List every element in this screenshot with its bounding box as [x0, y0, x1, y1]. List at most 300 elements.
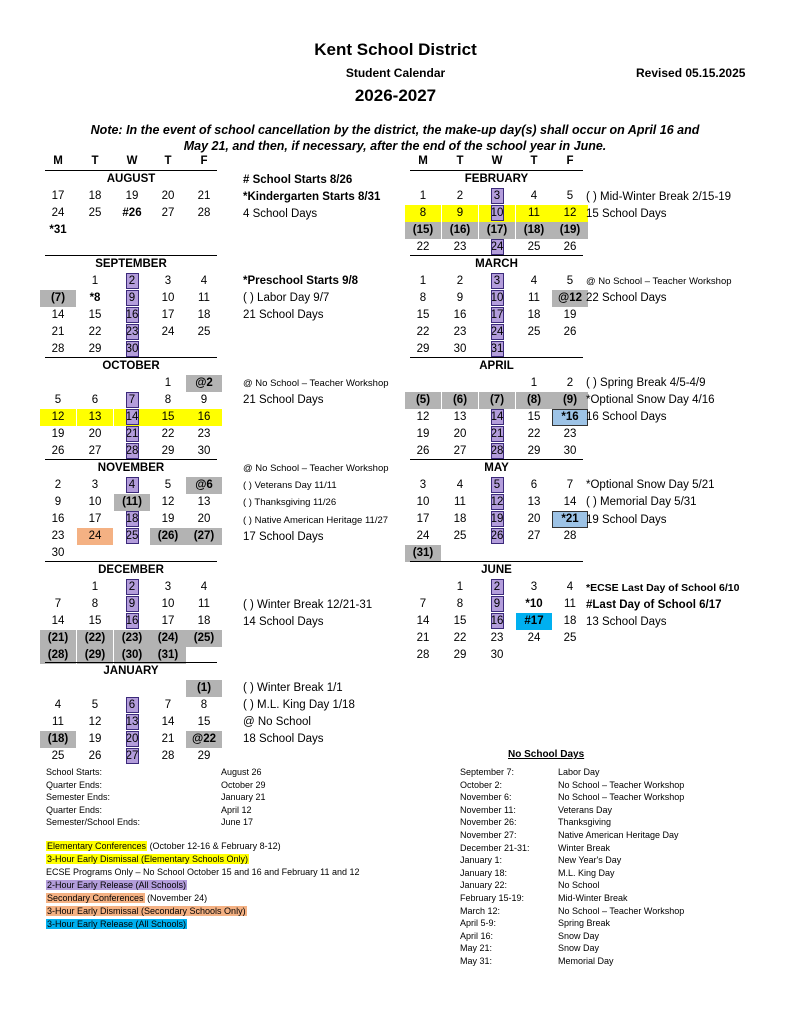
- legend-elem-conferences: Elementary Conferences (October 12-16 & February 8-12): [47, 841, 281, 851]
- calendar-day: (18): [516, 222, 552, 239]
- calendar-day: 14: [161, 716, 175, 728]
- calendar-day: [114, 477, 150, 494]
- no-school-date: May 21:: [460, 943, 493, 954]
- calendar-day: [479, 205, 515, 222]
- no-school-desc: Winter Break: [558, 842, 611, 853]
- no-school-desc: M.L. King Day: [558, 867, 615, 878]
- no-school-date: April 5-9:: [460, 918, 497, 929]
- calendar-day: 28: [51, 343, 65, 355]
- legend-elem-early-dismissal: 3-Hour Early Dismissal (Elementary Schools Only): [47, 854, 249, 864]
- calendar-day: 9: [456, 292, 464, 304]
- early-release-marker: 24: [490, 241, 504, 253]
- no-school-date: March 12:: [460, 905, 501, 916]
- calendar-day: 17: [88, 513, 102, 525]
- calendar-day: 4: [530, 275, 538, 287]
- calendar-day: (23): [114, 630, 150, 647]
- calendar-day: (25): [186, 630, 222, 647]
- calendar-day: 4: [54, 699, 62, 711]
- calendar-day: 11: [454, 496, 466, 508]
- calendar-day: 1: [164, 377, 172, 389]
- note-jan-2: ( ) M.L. King Day 1/18: [243, 699, 355, 711]
- calendar-day: 19: [51, 428, 65, 440]
- calendar-day: 17: [416, 513, 430, 525]
- no-school-desc: Snow Day: [558, 943, 600, 954]
- early-release-marker: 12: [490, 496, 504, 508]
- calendar-day: 18: [88, 190, 102, 202]
- calendar-day: 1: [456, 581, 464, 593]
- calendar-day: [479, 426, 515, 443]
- calendar-day: 2: [456, 190, 464, 202]
- calendar-day: 22: [161, 428, 175, 440]
- calendar-day: 26: [88, 750, 102, 762]
- calendar-subtitle: Student Calendar: [345, 66, 446, 80]
- calendar-day: [479, 596, 515, 613]
- calendar-day: 25: [453, 530, 467, 542]
- calendar-day: (16): [442, 222, 478, 239]
- calendar-day: 15: [88, 615, 102, 627]
- calendar-day: 12: [552, 205, 588, 222]
- early-release-marker: 24: [490, 326, 504, 338]
- note-sep-3: 21 School Days: [243, 309, 324, 321]
- calendar-day: [114, 307, 150, 324]
- calendar-day: 14: [51, 309, 65, 321]
- calendar-day: 8: [164, 394, 172, 406]
- calendar-day: 19: [161, 513, 175, 525]
- note-mar-2: 22 School Days: [586, 292, 667, 304]
- calendar-day: 2: [54, 479, 62, 491]
- district-title: Kent School District: [314, 40, 477, 59]
- calendar-day: 19: [88, 733, 102, 745]
- early-release-marker: 20: [125, 733, 139, 745]
- calendar-day: [114, 731, 150, 748]
- calendar-day: 27: [527, 530, 541, 542]
- no-school-date: January 22:: [460, 880, 508, 891]
- calendar-day: 29: [88, 343, 102, 355]
- calendar-day: 15: [453, 615, 467, 627]
- early-release-marker: 10: [490, 292, 504, 304]
- calendar-day: 3: [164, 275, 172, 287]
- calendar-day: 7: [566, 479, 574, 491]
- no-school-date: November 11:: [460, 804, 516, 815]
- calendar-day: (7): [479, 392, 515, 409]
- calendar-day: 21: [197, 190, 211, 202]
- calendar-day: [114, 613, 150, 630]
- calendar-day: #17: [516, 613, 552, 630]
- calendar-day: 21: [161, 733, 175, 745]
- calendar-day: (29): [77, 647, 113, 664]
- calendar-day: [114, 409, 150, 426]
- key-date-value: October 29: [221, 779, 266, 790]
- calendar-day: (6): [442, 392, 478, 409]
- no-school-date: February 15-19:: [460, 893, 525, 903]
- legend-sec-early-dismissal: 3-Hour Early Dismissal (Secondary Schools Only): [47, 906, 246, 916]
- calendar-day: [479, 188, 515, 205]
- no-school-desc: Mid-Winter Break: [558, 893, 628, 903]
- calendar-day: [479, 307, 515, 324]
- key-date-label: Quarter Ends:: [46, 779, 103, 790]
- early-release-marker: 9: [126, 290, 139, 306]
- calendar-day: 24: [77, 528, 113, 545]
- calendar-day: @12: [552, 290, 588, 307]
- weekday-label: W: [491, 155, 503, 167]
- calendar-day: 21: [51, 326, 65, 338]
- no-school-desc: Native American Heritage Day: [558, 830, 679, 840]
- no-school-date: April 16:: [460, 930, 494, 941]
- calendar-day: 4: [200, 581, 208, 593]
- calendar-day: [114, 443, 150, 460]
- weekday-label: F: [566, 155, 574, 167]
- calendar-day: 26: [416, 445, 430, 457]
- calendar-day: 20: [88, 428, 102, 440]
- calendar-day: 23: [490, 632, 504, 644]
- calendar-day: 24: [527, 632, 541, 644]
- calendar-day: 10: [416, 496, 430, 508]
- calendar-day: [479, 341, 515, 358]
- calendar-day: [114, 290, 150, 307]
- calendar-day: 1: [91, 581, 99, 593]
- calendar-day: 12: [40, 409, 76, 426]
- calendar-day: (27): [186, 528, 222, 545]
- calendar-day: [114, 596, 150, 613]
- calendar-day: [479, 324, 515, 341]
- calendar-day: 28: [197, 207, 211, 219]
- makeup-note: Note: In the event of school cancellation by the district, the make-up day(s) shall occur on April 16 and May 21, and then, if necessary, after the end of the school year in June.: [90, 123, 700, 153]
- note-apr-2: *Optional Snow Day 4/16: [586, 394, 715, 406]
- calendar-day: 11: [198, 292, 210, 304]
- calendar-day: 7: [419, 598, 427, 610]
- early-release-marker: 5: [491, 477, 504, 493]
- note-jun-1: *ECSE Last Day of School 6/10: [586, 582, 740, 594]
- calendar-day: 25: [51, 750, 65, 762]
- calendar-day: [479, 409, 515, 426]
- calendar-day: @6: [186, 477, 222, 494]
- early-release-marker: 14: [490, 411, 504, 423]
- calendar-day: 7: [164, 699, 172, 711]
- calendar-day: [479, 273, 515, 290]
- calendar-day: [479, 239, 515, 256]
- calendar-day: *31: [49, 224, 67, 236]
- calendar-day: 17: [161, 615, 175, 627]
- month-name-may: MAY: [484, 462, 509, 474]
- calendar-day: 29: [453, 649, 467, 661]
- calendar-day: (22): [77, 630, 113, 647]
- early-release-marker: 28: [125, 445, 139, 457]
- calendar-day: [114, 324, 150, 341]
- weekday-label: T: [91, 155, 99, 167]
- no-school-desc: New Year's Day: [558, 855, 622, 866]
- early-release-marker: 17: [490, 309, 504, 321]
- key-date-label: Semester/School Ends:: [46, 817, 141, 828]
- calendar-day: 12: [416, 411, 430, 423]
- weekday-label: F: [200, 155, 208, 167]
- calendar-day: 6: [91, 394, 99, 406]
- calendar-day: 8: [200, 699, 208, 711]
- month-name-sep: SEPTEMBER: [95, 258, 167, 270]
- calendar-day: 3: [164, 581, 172, 593]
- calendar-day: 17: [161, 309, 175, 321]
- calendar-day: 20: [197, 513, 211, 525]
- no-school-desc: Memorial Day: [558, 956, 614, 966]
- early-release-marker: 9: [491, 596, 504, 612]
- no-school-desc: No School – Teacher Workshop: [558, 779, 685, 790]
- calendar-day: 28: [416, 649, 430, 661]
- calendar-day: 20: [527, 513, 541, 525]
- calendar-day: 2: [456, 275, 464, 287]
- calendar-day: 15: [150, 409, 186, 426]
- calendar-day: 29: [416, 343, 430, 355]
- calendar-day: 9: [442, 205, 478, 222]
- no-school-desc: Spring Break: [558, 918, 611, 929]
- calendar-day: [479, 443, 515, 460]
- calendar-day: 25: [527, 241, 541, 253]
- calendar-day: 12: [161, 496, 175, 508]
- calendar-day: [114, 341, 150, 358]
- early-release-marker: 31: [490, 343, 504, 355]
- calendar-day: [479, 290, 515, 307]
- month-name-oct: OCTOBER: [102, 360, 160, 372]
- no-school-date: September 7:: [460, 767, 515, 777]
- calendar-day: 19: [125, 190, 139, 202]
- early-release-marker: 2: [126, 579, 139, 595]
- no-school-date: November 6:: [460, 792, 512, 803]
- calendar-day: 11: [564, 598, 576, 610]
- early-release-marker: 10: [490, 207, 504, 219]
- calendar-day: (11): [114, 494, 150, 511]
- calendar-day: 20: [161, 190, 175, 202]
- weekday-label: T: [530, 155, 538, 167]
- note-dec-1: ( ) Winter Break 12/21-31: [243, 599, 373, 611]
- calendar-day: 26: [563, 326, 577, 338]
- calendar-day: 23: [51, 530, 65, 542]
- early-release-marker: 2: [126, 273, 139, 289]
- calendar-day: 22: [88, 326, 102, 338]
- calendar-day: 2: [566, 377, 574, 389]
- calendar-day: 7: [54, 598, 62, 610]
- calendar-day: 15: [416, 309, 430, 321]
- month-name-jun: JUNE: [481, 564, 512, 576]
- calendar-day: 16: [453, 309, 467, 321]
- early-release-marker: 16: [125, 309, 139, 321]
- calendar-day: [114, 579, 150, 596]
- weekday-label: W: [126, 155, 138, 167]
- calendar-day: 24: [161, 326, 175, 338]
- no-school-desc: Snow Day: [558, 930, 600, 941]
- note-aug-2: *Kindergarten Starts 8/31: [243, 191, 381, 203]
- note-jan-4: 18 School Days: [243, 733, 324, 745]
- early-release-marker: 4: [126, 477, 139, 493]
- calendar-day: (17): [479, 222, 515, 239]
- note-apr-1: ( ) Spring Break 4/5-4/9: [586, 377, 706, 389]
- calendar-day: 30: [51, 547, 65, 559]
- no-school-date: November 26:: [460, 817, 517, 828]
- calendar-day: 19: [416, 428, 430, 440]
- early-release-marker: 30: [125, 343, 139, 355]
- calendar-day: @22: [186, 731, 222, 748]
- month-name-feb: FEBRUARY: [464, 173, 529, 185]
- calendar-day: 27: [453, 445, 467, 457]
- no-school-title: No School Days: [508, 749, 585, 760]
- no-school-desc: Veterans Day: [558, 804, 613, 815]
- revised-date: Revised 05.15.2025: [636, 66, 746, 80]
- calendar-day: 15: [88, 309, 102, 321]
- weekday-label: T: [456, 155, 464, 167]
- legend-sec-conferences: Secondary Conferences (November 24): [47, 893, 208, 903]
- early-release-marker: 6: [126, 697, 139, 713]
- calendar-day: 4: [530, 190, 538, 202]
- note-nov-4: ( ) Native American Heritage 11/27: [243, 515, 389, 526]
- calendar-day: (19): [552, 222, 588, 239]
- note-jan-3: @ No School: [243, 716, 311, 728]
- calendar-day: [114, 748, 150, 765]
- legend-ecse: ECSE Programs Only – No School October 15 and 16 and February 11 and 12: [46, 867, 360, 877]
- calendar-day: 22: [416, 326, 430, 338]
- calendar-day: 1: [530, 377, 538, 389]
- calendar-day: (1): [186, 680, 222, 697]
- calendar-day: 14: [416, 615, 430, 627]
- calendar-day: [479, 511, 515, 528]
- calendar-day: 10: [88, 496, 102, 508]
- note-mar-1: @ No School – Teacher Workshop: [586, 276, 732, 287]
- calendar-day: (18): [40, 731, 76, 748]
- calendar-day: 20: [453, 428, 467, 440]
- early-release-marker: 9: [126, 596, 139, 612]
- calendar-day: 13: [453, 411, 467, 423]
- early-release-marker: 7: [126, 392, 139, 408]
- calendar-day: (30): [114, 647, 150, 664]
- calendar-day: 14: [563, 496, 577, 508]
- calendar-day: 5: [54, 394, 62, 406]
- calendar-day: 25: [88, 207, 102, 219]
- early-release-marker: 3: [491, 188, 504, 204]
- calendar-day: 9: [54, 496, 62, 508]
- calendar-day: #26: [122, 207, 142, 219]
- calendar-day: 18: [527, 309, 541, 321]
- calendar-day: [114, 273, 150, 290]
- calendar-day: *8: [89, 292, 101, 304]
- weekday-label: T: [164, 155, 172, 167]
- calendar-day: 30: [197, 445, 211, 457]
- note-jun-2: #Last Day of School 6/17: [586, 599, 722, 611]
- early-release-marker: 21: [125, 428, 139, 440]
- calendar-day: [114, 714, 150, 731]
- calendar-day: 9: [200, 394, 208, 406]
- no-school-date: December 21-31:: [460, 842, 530, 853]
- calendar-day: 4: [456, 479, 464, 491]
- month-name-jan: JANUARY: [103, 665, 159, 677]
- calendar-day: 27: [88, 445, 102, 457]
- key-date-value: April 12: [221, 804, 252, 815]
- calendar-day: (24): [150, 630, 186, 647]
- note-may-1: *Optional Snow Day 5/21: [586, 479, 715, 491]
- note-nov-5: 17 School Days: [243, 531, 324, 543]
- calendar-day: 13: [527, 496, 541, 508]
- calendar-day: 10: [161, 292, 175, 304]
- calendar-day: 25: [527, 326, 541, 338]
- calendar-day: 5: [91, 699, 99, 711]
- calendar-day: 23: [563, 428, 577, 440]
- early-release-marker: 23: [125, 326, 139, 338]
- calendar-day: [114, 392, 150, 409]
- calendar-day: 13: [197, 496, 211, 508]
- legend-2hr-release: 2-Hour Early Release (All Schools): [47, 880, 187, 890]
- calendar-day: 30: [563, 445, 577, 457]
- calendar-day: 28: [563, 530, 577, 542]
- calendar-day: 17: [51, 190, 65, 202]
- calendar-day: (8): [516, 392, 552, 409]
- calendar-day: 23: [453, 241, 467, 253]
- calendar-day: 22: [416, 241, 430, 253]
- calendar-day: 30: [453, 343, 467, 355]
- early-release-marker: 25: [125, 530, 139, 542]
- calendar-day: 13: [77, 409, 113, 426]
- calendar-day: 15: [527, 411, 541, 423]
- calendar-day: 3: [419, 479, 427, 491]
- calendar-day: 14: [51, 615, 65, 627]
- calendar-day: (26): [150, 528, 186, 545]
- calendar-day: 24: [51, 207, 65, 219]
- note-oct-1: @ No School – Teacher Workshop: [243, 378, 389, 389]
- no-school-date: January 18:: [460, 867, 508, 878]
- calendar-day: 29: [161, 445, 175, 457]
- early-release-marker: 19: [490, 513, 504, 525]
- calendar-day: 18: [197, 309, 211, 321]
- early-release-marker: 28: [490, 445, 504, 457]
- key-date-label: Quarter Ends:: [46, 804, 103, 815]
- legend-3hr-release: 3-Hour Early Release (All Schools): [47, 919, 187, 929]
- early-release-marker: 21: [490, 428, 504, 440]
- note-nov-3: ( ) Thanksgiving 11/26: [243, 497, 337, 508]
- calendar-day: (31): [150, 647, 186, 664]
- calendar-day: 24: [416, 530, 430, 542]
- note-may-2: ( ) Memorial Day 5/31: [586, 496, 697, 508]
- weekday-label: M: [418, 155, 428, 167]
- calendar-day: 21: [416, 632, 430, 644]
- calendar-day: 23: [453, 326, 467, 338]
- calendar-day: 6: [530, 479, 538, 491]
- calendar-day: [114, 426, 150, 443]
- no-school-desc: No School – Teacher Workshop: [558, 792, 685, 803]
- no-school-date: November 27:: [460, 830, 517, 840]
- calendar-day: [479, 579, 515, 596]
- calendar-day: 5: [566, 275, 574, 287]
- calendar-day: *10: [525, 598, 543, 610]
- calendar-day: 3: [530, 581, 538, 593]
- calendar-day: 1: [419, 190, 427, 202]
- school-year: 2026-2027: [354, 86, 437, 105]
- calendar-day: 11: [52, 716, 64, 728]
- no-school-date: May 31:: [460, 956, 493, 966]
- calendar-day: (5): [405, 392, 441, 409]
- calendar-day: 3: [91, 479, 99, 491]
- calendar-day: 23: [197, 428, 211, 440]
- calendar-day: 26: [51, 445, 65, 457]
- early-release-marker: 2: [491, 579, 504, 595]
- calendar-day: [479, 477, 515, 494]
- early-release-marker: 26: [490, 530, 504, 542]
- early-release-marker: 3: [491, 273, 504, 289]
- note-oct-2: 21 School Days: [243, 394, 324, 406]
- calendar-day: 8: [405, 205, 441, 222]
- no-school-desc: Thanksgiving: [558, 817, 612, 828]
- early-release-marker: 16: [125, 615, 139, 627]
- no-school-date: October 2:: [460, 779, 503, 790]
- key-date-label: School Starts:: [46, 767, 103, 777]
- calendar-day: 16: [186, 409, 222, 426]
- no-school-desc: Labor Day: [558, 767, 600, 777]
- key-date-value: June 17: [221, 817, 254, 828]
- calendar-day: 22: [527, 428, 541, 440]
- calendar-day: (7): [40, 290, 76, 307]
